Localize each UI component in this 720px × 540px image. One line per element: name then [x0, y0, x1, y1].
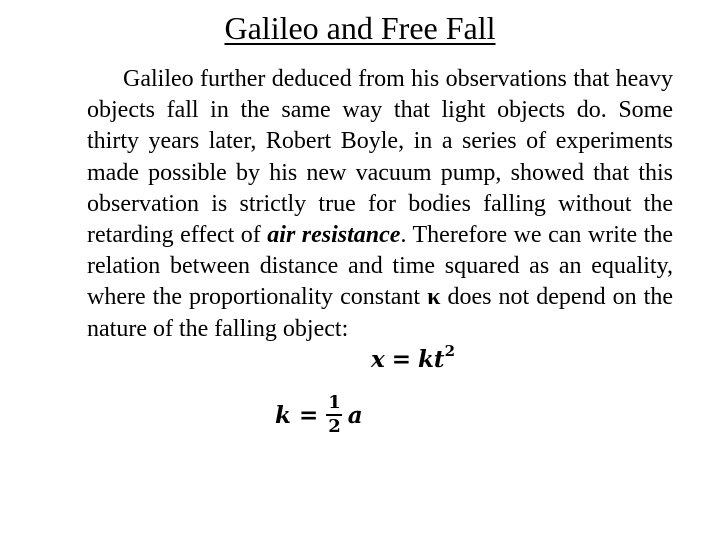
equation-distance-rhs: kt [418, 346, 445, 373]
fraction-one-half [326, 393, 343, 437]
equation-constant-lhs: k [275, 401, 291, 429]
fraction-numerator: 1 [328, 392, 341, 413]
slide-title-text: Galileo and Free Fall [224, 10, 496, 46]
fraction-denominator: 2 [328, 416, 341, 437]
air-resistance-term: air resistance [267, 222, 401, 249]
equation-constant-rhs: a [347, 401, 363, 429]
equation-distance-lhs: x [371, 346, 385, 373]
equation-constant [275, 393, 363, 437]
slide-title [0, 8, 720, 48]
paragraph-part-2: . Therefore we can write the relation between distance and time squared as an equality, where the proportionality constant [87, 222, 674, 311]
equation-constant-equals: = [298, 401, 319, 429]
body-paragraph [87, 64, 673, 345]
constant-symbol: κ [427, 284, 441, 311]
equation-distance-equals: = [391, 346, 411, 373]
paragraph-part-1: Galileo further deduced from his observations that heavy objects fall in the same way that light objects do. Some thirty years later, Robert Boyle, in a series of experiments made possible by his new vacuum pump, showed that this observation is strictly true for bodies falling without the retarding effect of [87, 66, 673, 249]
equation-distance-exponent: 2 [444, 342, 455, 360]
paragraph-part-3: does not depend on the nature of the falling object: [87, 284, 673, 342]
equation-distance [371, 342, 455, 373]
